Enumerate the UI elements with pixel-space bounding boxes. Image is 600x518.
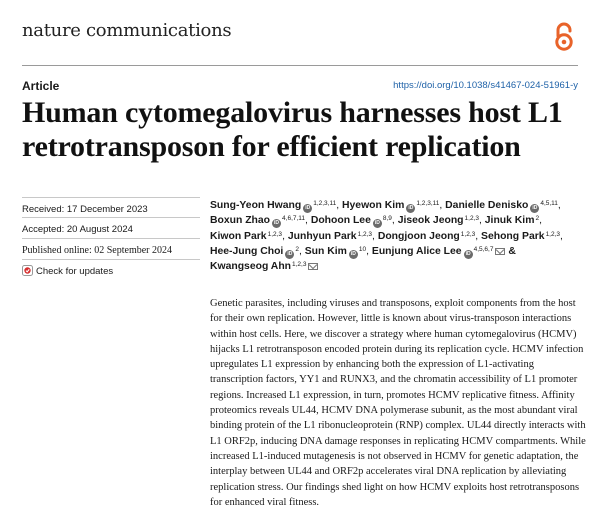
author-name[interactable]: Hyewon Kim iD$^{1,2,3,11}$ xyxy=(342,200,440,211)
author-affiliation: 8,9 xyxy=(382,215,392,223)
author-name[interactable]: Kwangseog Ahn$^{1,2,3}$ xyxy=(210,261,318,272)
author-affiliation: 10 xyxy=(358,245,367,253)
orcid-icon[interactable]: iD xyxy=(408,205,414,211)
author-affiliation: 1,2,3,11 xyxy=(416,200,440,207)
author-list: Sung-Yeon Hwang iD$^{1,2,3,11}$, Hyewon Kim iD$^{1,2,3,11}$, Danielle Denisko iD$^{4,5,11}$, Boxun Zhao iD$^{4,6,7,11}$, Dohoon Lee iD$^{8,9}$, Jiseok Jeong$^{1,2,3}$, Jinuk Kim$^2$, Kiwon Park$^{1,2,3}$, Junhyun Park$^{1,2,3}$, Dongjoon Jeong$^{1,2,3}$, Sehong Park$^{1,2,3}$, Hee-Jung Choi $iD^2$, Sun Kim $iD^{10}$, Eunjung Alice Lee iD$^{4,5,6,7}$ & Kwangseog Ahn$^{1,2,3}$ xyxy=(210,200,563,273)
journal-name[interactable]: nature communications xyxy=(22,20,232,41)
author-name[interactable]: Dongjoon Jeong$^{1,2,3}$ xyxy=(377,230,476,242)
doi-link[interactable]: https://doi.org/10.1038/s41467-024-51961-y xyxy=(393,80,578,91)
author-affiliation: 1,2,3 xyxy=(357,230,373,238)
author-affiliation: 4,5,11 xyxy=(540,200,558,207)
author-affiliation: 1,2,3 xyxy=(464,215,479,223)
orcid-icon[interactable]: iD xyxy=(274,220,280,227)
check-for-updates-icon xyxy=(22,265,33,276)
orcid-icon[interactable]: iD xyxy=(532,205,538,211)
accepted-date: Accepted: 20 August 2024 xyxy=(22,218,200,239)
author-affiliation: 2 xyxy=(295,245,299,253)
check-for-updates-button[interactable] xyxy=(22,260,200,282)
author-affiliation: 4,6,7,11 xyxy=(282,215,306,223)
orcid-icon[interactable]: iD xyxy=(350,250,356,257)
orcid-icon[interactable]: iD xyxy=(374,220,380,227)
author-affiliation: 1,2,3 xyxy=(267,230,283,238)
author-name[interactable]: Kiwon Park$^{1,2,3}$ xyxy=(210,230,283,242)
author-affiliation: 1,2,3 xyxy=(460,230,476,238)
orcid-icon[interactable]: iD xyxy=(465,250,471,257)
author-name[interactable]: Jiseok Jeong$^{1,2,3}$ xyxy=(397,215,479,227)
orcid-icon[interactable]: iD xyxy=(305,205,311,211)
author-affiliation: 2 xyxy=(535,215,540,223)
author-name[interactable]: Sun Kim $iD^{10}$ xyxy=(304,245,367,257)
article-title: Human cytomegalovirus harnesses host L1 retrotransposon for efficient replication xyxy=(22,96,563,163)
author-name[interactable]: Hee-Jung Choi $iD^2$ xyxy=(210,245,299,257)
check-for-updates-label: Check for updates xyxy=(36,266,114,277)
author-affiliation: 4,5,6,7 xyxy=(473,245,494,253)
mail-icon[interactable] xyxy=(308,263,318,270)
article-type: Article xyxy=(22,79,60,93)
author-name[interactable]: Sehong Park$^{1,2,3}$ xyxy=(481,230,561,242)
author-name[interactable]: Danielle Denisko iD$^{4,5,11}$ xyxy=(445,200,558,211)
author-affiliation: 1,2,3,11 xyxy=(313,200,337,207)
publication-dates xyxy=(22,197,200,282)
author-name[interactable]: Eunjung Alice Lee iD$^{4,5,6,7}$ xyxy=(372,246,506,257)
abstract: Genetic parasites, including viruses and transposons, exploit components from the host for their own replication. However, little is known about virus-transposon interactions within host cells. Here, we discover a strategy where human cytomegalovirus (HCMV) hijacks L1 retrotransposon encoded protein during its replication cycle. HCMV infection upregulates L1 expression by enhancing both the expression of L1-activating transcription factors, YY1 and RUNX3, and the chromatin accessibility of L1 promoter regions. Increased L1 expression, in turn, promotes HCMV replicative fitness. Affinity proteomics reveals UL44, HCMV DNA polymerase subunit, as the most abundant viral binding protein of the L1 ribonucleoprotein (RNP) complex. UL44 directly interacts with L1 ORF2p, inducing DNA damage responses in replicating HCMV compartments. While increased L1-induced mutagenesis is not observed in HCMV for genetic adaptation, the interplay between UL44 and ORF2p accelerates viral DNA replication by alleviating replication stress. Our findings shed light on how HCMV exploits host retrotransposons for enhanced viral fitness. xyxy=(210,298,586,508)
open-access-lock-icon xyxy=(553,22,575,52)
mail-icon[interactable] xyxy=(495,248,505,255)
author-affiliation: 1,2,3 xyxy=(545,230,561,238)
author-name[interactable]: Boxun Zhao iD$^{4,6,7,11}$ xyxy=(210,215,306,227)
author-conjunction: & xyxy=(508,245,516,257)
author-name[interactable]: Junhyun Park$^{1,2,3}$ xyxy=(287,230,373,242)
published-date: Published online: 02 September 2024 xyxy=(22,239,200,260)
orcid-icon[interactable]: iD xyxy=(287,250,293,257)
header-divider xyxy=(22,65,578,66)
author-name[interactable]: Jinuk Kim$^2$ xyxy=(484,215,540,227)
author-affiliation: 1,2,3 xyxy=(292,261,307,269)
author-name[interactable]: Dohoon Lee iD$^{8,9}$ xyxy=(310,215,392,227)
author-name[interactable]: Sung-Yeon Hwang iD$^{1,2,3,11}$ xyxy=(210,200,337,211)
received-date: Received: 17 December 2023 xyxy=(22,197,200,218)
